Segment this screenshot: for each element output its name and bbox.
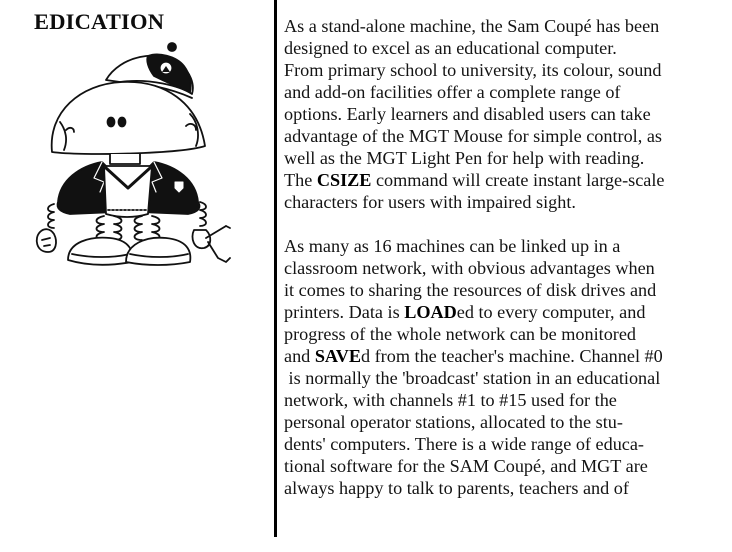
text-line — [284, 389, 724, 411]
head-dome — [52, 82, 205, 154]
text-run: and add-on facilities offer a complete range of — [284, 82, 621, 102]
text-run: and — [284, 346, 315, 366]
text-run: always happy to talk to parents, teachers and of — [284, 478, 629, 498]
text-run: tional software for the SAM Coupé, and MGT are — [284, 456, 648, 476]
text-line — [284, 477, 724, 499]
text-line — [284, 125, 724, 147]
section-heading: EDICATION — [34, 9, 165, 34]
light-pen-icon — [206, 226, 230, 262]
text-run: As many as 16 machines can be linked up in a — [284, 236, 621, 256]
text-run: advantage of the MGT Mouse for simple control, as — [284, 126, 662, 146]
text-run: command will create instant large-scale — [371, 170, 665, 190]
text-run: dents' computers. There is a wide range of educa- — [284, 434, 644, 454]
text-run: is normally the 'broadcast' station in an educational — [284, 368, 661, 388]
text-run: printers. Data is — [284, 302, 405, 322]
text-line — [284, 169, 724, 191]
text-line — [284, 279, 724, 301]
text-run: well as the MGT Light Pen for help with reading. — [284, 148, 645, 168]
paragraph — [284, 235, 724, 499]
text-line — [284, 147, 724, 169]
text-line — [284, 15, 724, 37]
text-line — [284, 455, 724, 477]
text-line — [284, 59, 724, 81]
right-arm — [192, 202, 230, 262]
spring-legs — [97, 216, 160, 240]
text-line — [284, 323, 724, 345]
text-run: From primary school to university, its colour, sound — [284, 60, 662, 80]
robot-mascot-illustration — [30, 42, 235, 267]
left-column — [0, 0, 274, 552]
text-line — [284, 191, 724, 213]
bold-keyword: SAVE — [314, 346, 361, 366]
text-line — [284, 257, 724, 279]
text-run: ed to every computer, and — [456, 302, 646, 322]
text-run: characters for users with impaired sight. — [284, 192, 576, 212]
text-run: network, with channels #1 to #15 used for the — [284, 390, 617, 410]
text-run: designed to excel as an educational computer. — [284, 38, 617, 58]
paragraph — [284, 15, 724, 213]
left-arm — [37, 204, 56, 252]
text-run: it comes to sharing the resources of disk drives and — [284, 280, 657, 300]
feet — [68, 238, 190, 265]
text-line — [284, 367, 724, 389]
text-line — [284, 81, 724, 103]
text-line — [284, 301, 724, 323]
text-line — [284, 37, 724, 59]
text-line — [284, 103, 724, 125]
text-line — [284, 235, 724, 257]
article-body — [284, 15, 724, 499]
text-run: progress of the whole network can be monitored — [284, 324, 637, 344]
text-line — [284, 411, 724, 433]
text-line — [284, 345, 724, 367]
column-divider-rule — [274, 0, 277, 537]
text-run: personal operator stations, allocated to the stu- — [284, 412, 623, 432]
paragraph-spacer — [284, 213, 724, 235]
bold-keyword: CSIZE — [316, 170, 372, 190]
sweater — [104, 166, 152, 217]
text-run: classroom network, with obvious advantages when — [284, 258, 655, 278]
text-run: As a stand-alone machine, the Sam Coupé has been — [284, 16, 660, 36]
text-run: options. Early learners and disabled users can take — [284, 104, 651, 124]
text-line — [284, 433, 724, 455]
text-run: d from the teacher's machine. Channel #0 — [360, 346, 663, 366]
bold-keyword: LOAD — [404, 302, 457, 322]
text-run: The — [284, 170, 317, 190]
